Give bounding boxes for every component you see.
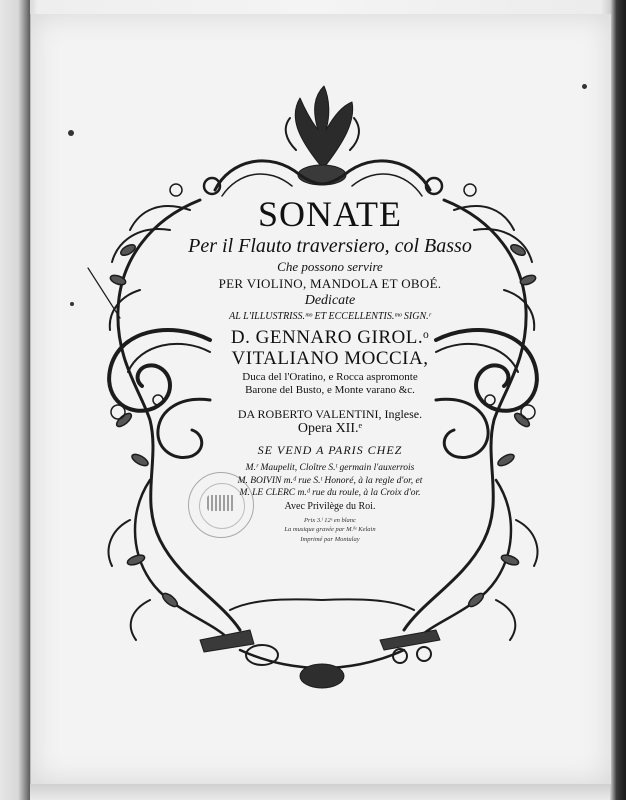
title-duca: Duca del l'Oratino, e Rocca aspromonte [242, 371, 418, 383]
dedicatee-name-2: VITALIANO MOCCIA, [231, 348, 429, 369]
title-barone: Barone del Busto, e Monte varano &c. [245, 384, 415, 396]
sale-line: SE VEND A PARIS CHEZ [257, 443, 403, 457]
dedicate-line: Dedicate [304, 293, 356, 308]
opus-number: Opera XII.ᵉ [297, 421, 363, 436]
title-text-block [150, 196, 510, 546]
dedicatee-prefix: AL L'ILLUSTRISS.ᵐᵒ ET ECCELLENTIS.ᵐᵒ SIGN.ʳ [229, 311, 431, 322]
address-line-2: M. BOIVIN m.ᵈ rue S.ᵗ Honoré, à la regle d'or, et [237, 475, 423, 486]
engraver-line-2: Imprimé par Montulay [300, 535, 360, 543]
dedicatee-name-1: D. GENNARO GIROL.ᵒ [230, 327, 430, 348]
privilege-line: Avec Privilège du Roi. [284, 500, 376, 512]
servire-line: Che possono servire [277, 259, 383, 274]
instrument-subtitle: Per il Flauto traversiero, col Basso [188, 235, 472, 257]
composer-line: DA ROBERTO VALENTINI, Inglese. [237, 407, 423, 421]
address-line-1: M.ʳ Maupelit, Cloître S.ᵗ germain l'auxerrois [245, 463, 415, 473]
price-line: Prix 3.ˡ 12ˢ en blanc [304, 516, 356, 524]
document-title: SONATE [257, 194, 402, 234]
engraver-line-1: La musique gravée par M.ˡˡᵉ Kelain [284, 526, 376, 533]
alternate-instruments: PER VIOLINO, MANDOLA ET OBOÉ. [218, 276, 442, 291]
address-line-3: M. LE CLERC m.ᵈ rue du roule, à la Croix d'or. [239, 488, 421, 498]
